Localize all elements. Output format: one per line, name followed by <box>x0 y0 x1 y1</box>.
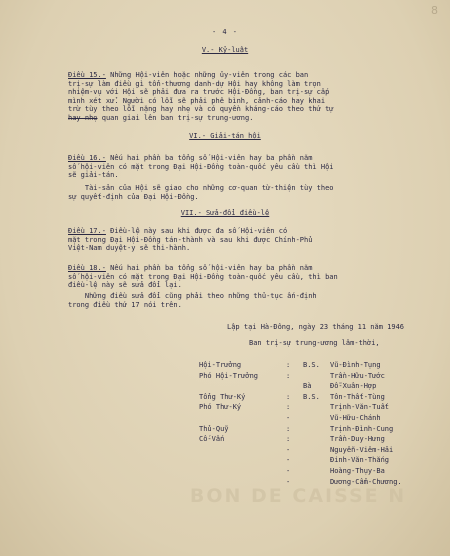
closing-paragraph: Những điều sửa đổi cũng phải theo những thủ-tục ấn-định trong điều thứ 17 nói trên. <box>68 292 317 309</box>
member-name: Đỗ-Xuân-Hợp <box>330 382 377 391</box>
member-colon: - <box>286 445 291 454</box>
struck-text: hay nhẹ <box>68 113 98 122</box>
member-title: B.S. <box>303 392 320 401</box>
member-name: Nguyễn-Viêm-Hải <box>330 445 394 454</box>
member-role: Tổng Thư-Ký <box>199 392 246 401</box>
section-5-heading: V.- Kỷ-luật <box>201 46 249 54</box>
member-name: Trịnh-Văn-Tuất <box>330 403 390 412</box>
member-colon: : <box>286 361 291 369</box>
place-date: Lập tại Hà-Đông, ngày 23 tháng 11 năm 1946 <box>227 323 405 331</box>
article-17: Điều 17.- Điều-lệ này sau khi được đa số Hội-viên có mặt trong Đại Hội-Đồng tán-thành và sau khi được Chính-Phủ Việt-Nam duyệt-y sẽ thi-hành. <box>68 227 313 253</box>
article-17-label: Điều 17.- <box>68 227 106 235</box>
member-title: B.S. <box>303 361 320 369</box>
member-role: Cố-Vấn <box>199 435 225 444</box>
member-colon: - <box>286 467 291 475</box>
member-colon: - <box>286 414 291 422</box>
bleed-through-watermark: BON DE CAISSE N <box>189 485 407 507</box>
member-colon: - <box>286 477 291 486</box>
section-7-heading: VII.- Sửa-đổi điều-lệ <box>180 209 270 217</box>
assets-paragraph: Tài-sản của Hội sẽ giao cho những cơ-quan từ-thiện tùy theo sự quyết-định của Đại Hội-Đồng. <box>68 184 334 201</box>
member-name: Hoàng-Thụy-Ba <box>330 467 385 475</box>
article-16: Điều 16.- Nếu hai phần ba tổng số Hội-viên hay ba phần năm số hội-viên có mặt trong Đại Hội-Đồng toàn-quốc yêu cầu thì Hội sẽ giải-tán. <box>68 154 334 180</box>
article-16-label: Điều 16.- <box>68 154 106 162</box>
page-number: - 4 - <box>211 28 239 36</box>
member-colon: : <box>286 392 291 401</box>
member-colon: - <box>286 456 291 465</box>
member-role: Phó Thư-Ký <box>199 403 242 412</box>
member-name: Trần-Duy-Hưng <box>330 435 385 444</box>
article-18-label: Điều 18.- <box>68 264 106 272</box>
article-15: Điều 15.- Những Hội-viên hoặc những ủy-viên trong các ban trị-sự làm điều gì tổn-thương danh-dự Hội hay không làm trọn nhiệm-vụ với Hội sẽ phải đưa ra trước Hội-Đồng, ban trị-sự cấp mình xét xử. Người có lỗi sẽ phải phê bình, cảnh-cáo hay khai trừ tùy theo lỗi nặng hay nhẹ và có quyền kháng-cáo theo thứ tự hay nhẹ quan giai lên ban trị-sự trung-ương. <box>68 71 334 122</box>
board-name: Ban trị-sự trung-ương lâm-thời, <box>249 339 380 347</box>
page-corner-mark: 8 <box>431 4 438 17</box>
member-colon: : <box>286 371 291 380</box>
member-role: Thủ-Quỹ <box>199 424 229 433</box>
article-18: Điều 18.- Nếu hai phần ba tổng số hội-viên hay ba phần năm số hội-viên có mặt trong Đại Hội-Đồng toàn-quốc yêu cầu, thì ban điều-lệ này sẽ sửa đổi lại. <box>68 264 338 290</box>
member-role: Hội-Trưởng <box>199 361 242 369</box>
member-colon: : <box>286 435 291 444</box>
member-name: Vũ-Hữu-Chánh <box>330 414 381 422</box>
member-colon: : <box>286 403 291 412</box>
member-colon: : <box>286 424 291 433</box>
article-15-label: Điều 15.- <box>68 71 106 79</box>
member-name: Đinh-Văn-Thắng <box>330 456 390 465</box>
member-name: Trịnh-Đình-Cung <box>330 424 394 433</box>
member-title: Bà <box>303 382 312 391</box>
member-name: Vũ-Đình-Tụng <box>330 361 381 369</box>
section-6-heading: VI.- Giải-tán hội <box>189 132 261 140</box>
member-name: Trần-Hữu-Tước <box>330 371 385 380</box>
member-name: Tôn-Thất-Tùng <box>330 392 385 401</box>
member-name: Dương-Cẩm-Chương. <box>330 477 402 486</box>
member-role: Phó Hội-Trưởng <box>199 371 259 380</box>
